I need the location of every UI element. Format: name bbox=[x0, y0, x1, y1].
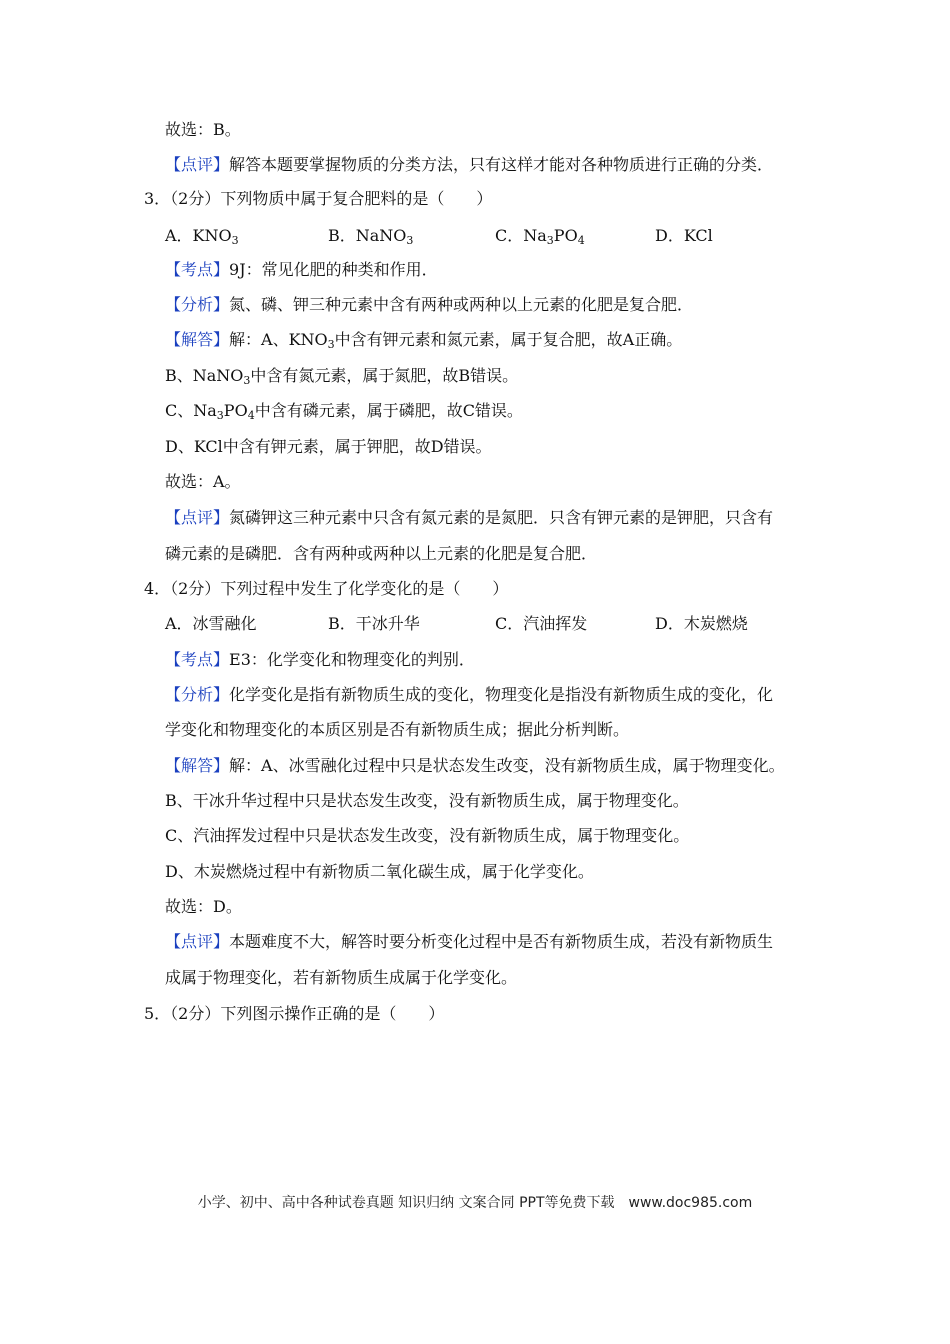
q4-option-b: B．干冰升华 bbox=[328, 614, 420, 633]
q4-option-c: C．汽油挥发 bbox=[495, 614, 588, 633]
q3-fenxi: 【分析】氮、磷、钾三种元素中含有两种或两种以上元素的化肥是复合肥． bbox=[165, 295, 694, 314]
q4-option-d: D．木炭燃烧 bbox=[655, 614, 748, 633]
question-5: 5．（2分）下列图示操作正确的是（ ） bbox=[144, 1004, 445, 1023]
q4-dianping-2: 成属于物理变化，若有新物质生成属于化学变化。 bbox=[165, 968, 518, 987]
q4-option-a: A．冰雪融化 bbox=[165, 614, 257, 633]
q3-choice: 故选：A。 bbox=[165, 472, 241, 491]
comment-line: 【点评】解答本题要掌握物质的分类方法，只有这样才能对各种物质进行正确的分类． bbox=[165, 155, 774, 174]
q4-jieda-d: D、木炭燃烧过程中有新物质二氧化碳生成，属于化学变化。 bbox=[165, 862, 594, 881]
q4-jieda-b: B、干冰升华过程中只是状态发生改变，没有新物质生成，属于物理变化。 bbox=[165, 791, 689, 810]
q3-kaodian: 【考点】9J：常见化肥的种类和作用． bbox=[165, 260, 438, 279]
comment-tag: 【点评】 bbox=[165, 155, 230, 174]
q4-jieda-c: C、汽油挥发过程中只是状态发生改变，没有新物质生成，属于物理变化。 bbox=[165, 826, 690, 845]
q3-jieda: 【解答】解：A、$KNO_3$中含有钾元素和氮元素，属于复合肥，故A正确。 bbox=[165, 330, 683, 351]
page-footer: 小学、初中、高中各种试卷真题 知识归纳 文案合同 PPT等免费下载 www.doc985.com bbox=[197, 1195, 753, 1211]
q4-choice: 故选：D。 bbox=[165, 897, 242, 916]
q3-jieda-b: B、NaNO$_3$中含有氮元素，属于氮肥，故B错误。 bbox=[165, 366, 519, 387]
q4-dianping: 【点评】本题难度不大，解答时要分析变化过程中是否有新物质生成，若没有新物质生 bbox=[165, 932, 774, 951]
q3-jieda-c: C、$Na_3PO_4$中含有磷元素，属于磷肥，故C错误。 bbox=[165, 401, 523, 422]
q3-dianping-2: 磷元素的是磷肥．含有两种或两种以上元素的化肥是复合肥． bbox=[165, 544, 598, 563]
question-4: 4．（2分）下列过程中发生了化学变化的是（ ） bbox=[144, 579, 509, 598]
q4-fenxi-2: 学变化和物理变化的本质区别是否有新物质生成；据此分析判断。 bbox=[165, 720, 630, 739]
question-3: 3．（2分）下列物质中属于复合肥料的是（ ） bbox=[144, 189, 493, 208]
q4-jieda: 【解答】解：A、冰雪融化过程中只是状态发生改变，没有新物质生成，属于物理变化。 bbox=[165, 756, 785, 775]
q3-dianping: 【点评】氮磷钾这三种元素中只含有氮元素的是氮肥．只含有钾元素的是钾肥，只含有 bbox=[165, 508, 774, 527]
q4-kaodian: 【考点】E3：化学变化和物理变化的判别． bbox=[165, 650, 475, 669]
q3-option-a: A．$KNO_3$ bbox=[165, 226, 239, 247]
answer-line: 故选：B。 bbox=[165, 120, 241, 139]
q3-jieda-d: D、KCl中含有钾元素，属于钾肥，故D错误。 bbox=[165, 437, 492, 456]
q3-option-d: D．KCl bbox=[655, 226, 713, 245]
q4-fenxi: 【分析】化学变化是指有新物质生成的变化，物理变化是指没有新物质生成的变化，化 bbox=[165, 685, 774, 704]
q3-option-b: B．NaNO$_3$ bbox=[328, 226, 414, 247]
q3-option-c: C．$Na_3PO_4$ bbox=[495, 226, 585, 247]
